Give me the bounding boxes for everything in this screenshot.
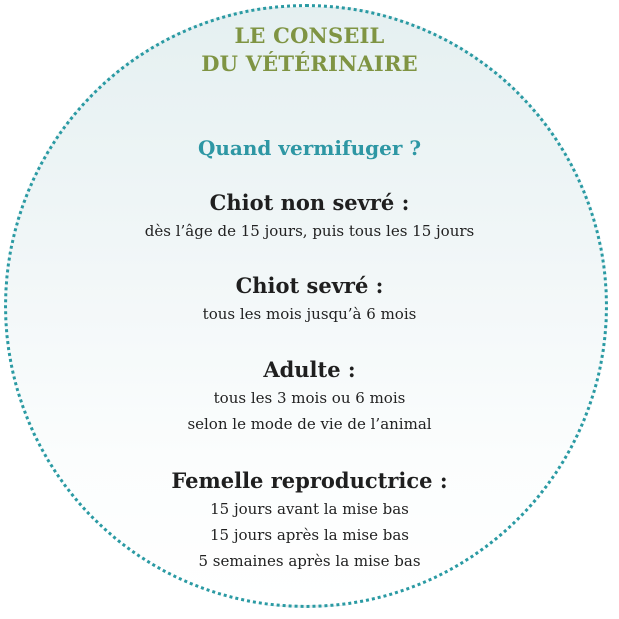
section-femelle-reproductrice bbox=[0, 466, 619, 574]
section-heading: Adulte : bbox=[263, 357, 356, 382]
section-line: 15 jours après la mise bas bbox=[209, 526, 409, 544]
section-line: dès l’âge de 15 jours, puis tous les 15 jours bbox=[144, 222, 475, 240]
section-line: tous les 3 mois ou 6 mois bbox=[213, 389, 406, 407]
title-line-1: LE CONSEIL bbox=[234, 23, 385, 48]
section-line: tous les mois jusqu’à 6 mois bbox=[202, 305, 417, 323]
section-heading: Femelle reproductrice : bbox=[171, 468, 448, 493]
section-adulte bbox=[0, 355, 619, 437]
section-line: selon le mode de vie de l’animal bbox=[187, 415, 432, 433]
section-heading: Chiot sevré : bbox=[235, 273, 384, 298]
title-line-2: DU VÉTÉRINAIRE bbox=[201, 51, 418, 76]
section-line: 15 jours avant la mise bas bbox=[210, 500, 409, 518]
section-heading: Chiot non sevré : bbox=[209, 190, 410, 215]
section-chiot-sevre bbox=[0, 271, 619, 327]
question-heading: Quand vermifuger ? bbox=[197, 136, 422, 160]
section-line: 5 semaines après la mise bas bbox=[198, 552, 421, 570]
section-chiot-non-sevre bbox=[0, 188, 619, 244]
